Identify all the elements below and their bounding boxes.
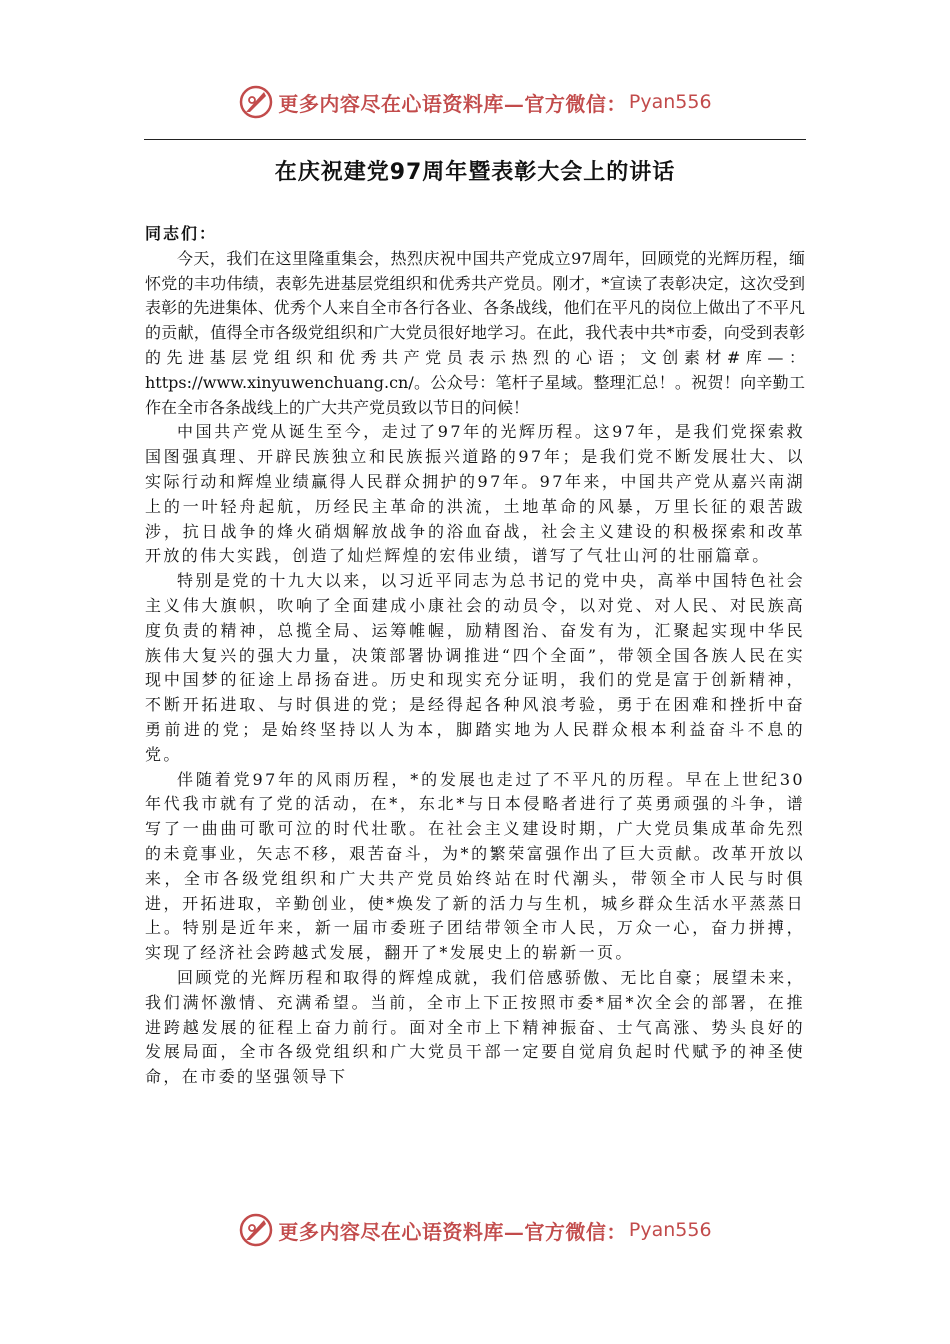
quill-logo-icon xyxy=(238,1212,274,1248)
banner-wechat-id: Pyan556 xyxy=(628,1219,712,1241)
footer-banner xyxy=(0,1210,950,1250)
salutation: 同志们： xyxy=(145,224,218,243)
paragraph: 中国共产党从诞生至今，走过了97年的光辉历程。这97年，是我们党探索救国图强真理、开辟民族独立和民族振兴道路的97年；是我们党不断发展壮大、以实际行动和辉煌业绩赢得人民群众拥护的97年。97年来，中国共产党从嘉兴南湖上的一叶轻舟起航，历经民主革命的洪流，土地革命的风暴，万里长征的艰苦跋涉，抗日战争的烽火硝烟解放战争的浴血奋战，社会主义建设的积极探索和改革开放的伟大实践，创造了灿烂辉煌的宏伟业绩，谱写了气壮山河的壮丽篇章。 xyxy=(145,422,805,566)
header-banner xyxy=(0,82,950,122)
banner-text: 更多内容尽在心语资料库—官方微信： xyxy=(278,91,627,116)
banner-text: 更多内容尽在心语资料库—官方微信： xyxy=(278,1219,627,1244)
paragraph: 特别是党的十九大以来，以习近平同志为总书记的党中央，高举中国特色社会主义伟大旗帜，吹响了全面建成小康社会的动员令，以对党、对人民、对民族高度负责的精神，总揽全局、运筹帷幄，励精图治、奋发有为，汇聚起实现中华民族伟大复兴的强大力量，决策部署协调推进“四个全面”，带领全国各族人民在实现中国梦的征途上昂扬奋进。历史和现实充分证明，我们的党是富于创新精神，不断开拓进取、与时俱进的党；是经得起各种风浪考验，勇于在困难和挫折中奋勇前进的党；是始终坚持以人为本，脚踏实地为人民群众根本利益奋斗不息的党。 xyxy=(145,571,805,764)
paragraph: 今天，我们在这里隆重集会，热烈庆祝中国共产党成立97周年，回顾党的光辉历程，缅怀党的丰功伟绩，表彰先进基层党组织和优秀共产党员。刚才，*宣读了表彰决定，这次受到表彰的先进集体、优秀个人来自全市各行各业、各条战线，他们在平凡的岗位上做出了不平凡的贡献，值得全市各级党组织和广大党员很好地学习。在此，我代表中共*市委，向受到表彰的先进基层党组织和优秀共产党员表示热烈的心语；文创素材#库—：https://www.xinyuwenchuang.cn/。公众号：笔杆子星域。整理汇总！。祝贺！向辛勤工作在全市各条战线上的广大共产党员致以节日的问候！ xyxy=(145,248,805,417)
paragraph: 回顾党的光辉历程和取得的辉煌成就，我们倍感骄傲、无比自豪；展望未来，我们满怀激情、充满希望。当前，全市上下正按照市委*届*次全会的部署，在推进跨越发展的征程上奋力前行。面对全市上下精神振奋、士气高涨、势头良好的发展局面，全市各级党组织和广大党员干部一定要自觉肩负起时代赋予的神圣使命，在市委的坚强领导下 xyxy=(145,967,805,1087)
quill-logo-icon xyxy=(238,84,274,120)
document-title: 在庆祝建党97周年暨表彰大会上的讲话 xyxy=(274,160,676,185)
header-divider xyxy=(144,139,806,140)
banner-wechat-id: Pyan556 xyxy=(628,91,712,113)
document-body xyxy=(145,222,805,1090)
paragraph: 伴随着党97年的风雨历程，*的发展也走过了不平凡的历程。早在上世纪30年代我市就有了党的活动，在*，东北*与日本侵略者进行了英勇顽强的斗争，谱写了一曲曲可歌可泣的时代壮歌。在社会主义建设时期，广大党员集成革命先烈的未竟事业，矢志不移，艰苦奋斗，为*的繁荣富强作出了巨大贡献。改革开放以来，全市各级党组织和广大共产党员始终站在时代潮头，带领全市人民与时俱进，开拓进取，辛勤创业，使*焕发了新的活力与生机，城乡群众生活水平蒸蒸日上。特别是近年来，新一届市委班子团结带领全市人民，万众一心，奋力拼搏，实现了经济社会跨越式发展，翻开了*发展史上的崭新一页。 xyxy=(145,769,805,963)
